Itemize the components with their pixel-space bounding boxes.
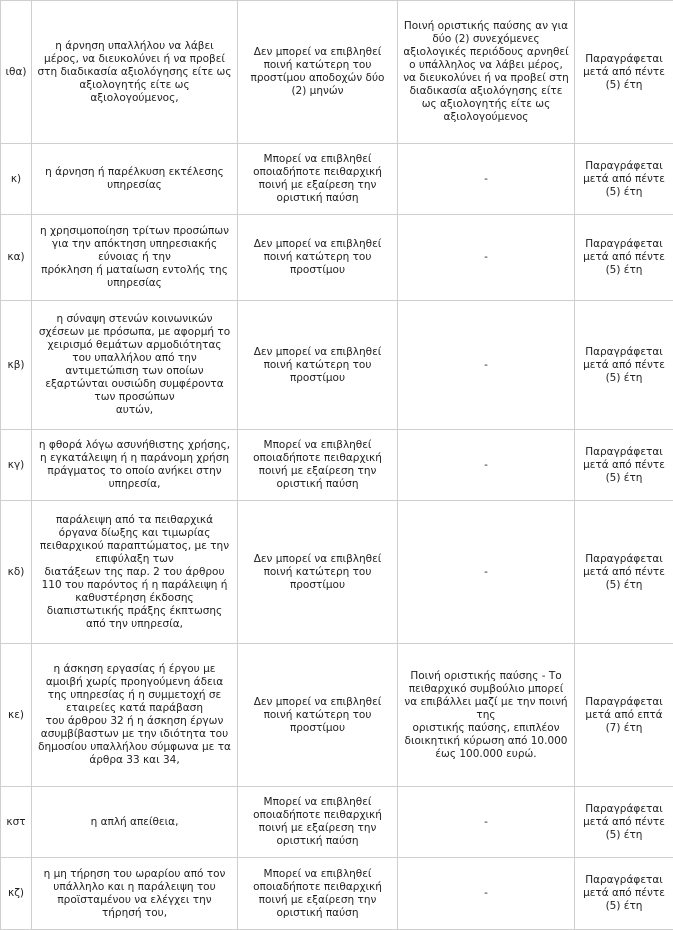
penalty-description: Δεν μπορεί να επιβληθεί ποινή κατώτερη του προστίμου	[238, 215, 398, 301]
offense-description: η άρνηση ή παρέλκυση εκτέλεσης υπηρεσίας	[32, 144, 238, 215]
row-code: ιθα)	[1, 1, 32, 144]
row-code: κε)	[1, 644, 32, 787]
table-row	[1, 644, 673, 787]
offense-description: η απλή απείθεια,	[32, 787, 238, 858]
offense-description: η φθορά λόγω ασυνήθιστης χρήσης, η εγκατάλειψη ή η παράνομη χρήση πράγματος το οποίο ανήκει στην υπηρεσία,	[32, 430, 238, 501]
table-row	[1, 301, 673, 430]
table-row	[1, 1, 673, 144]
row-code: κβ)	[1, 301, 32, 430]
prescription-period: Παραγράφεται μετά από επτά (7) έτη	[575, 644, 673, 787]
row-code: κ)	[1, 144, 32, 215]
prescription-period: Παραγράφεται μετά από πέντε (5) έτη	[575, 144, 673, 215]
offense-description: η χρησιμοποίηση τρίτων προσώπων για την απόκτηση υπηρεσιακής εύνοιας ή την πρόκληση ή ματαίωση εντολής της υπηρεσίας	[32, 215, 238, 301]
special-note: Ποινή οριστικής παύσης αν για δύο (2) συνεχόμενες αξιολογικές περιόδους αρνηθεί ο υπάλληλος να λάβει μέρος, να διευκολύνει ή να προβεί στη διαδικασία αξιολόγησης είτε ως αξιολογητής είτε ως αξιολογούμενος	[398, 1, 575, 144]
row-code: κστ	[1, 787, 32, 858]
penalty-description: Μπορεί να επιβληθεί οποιαδήποτε πειθαρχική ποινή με εξαίρεση την οριστική παύση	[238, 144, 398, 215]
table-row	[1, 858, 673, 930]
offense-description: παράλειψη από τα πειθαρχικά όργανα δίωξης και τιμωρίας πειθαρχικού παραπτώματος, με την επιφύλαξη των διατάξεων της παρ. 2 του άρθρου 110 του παρόντος ή η παράλειψη ή καθυστέρηση έκδοσης διαπιστωτικής πράξης έκπτωσης από την υπηρεσία,	[32, 501, 238, 644]
prescription-period: Παραγράφεται μετά από πέντε (5) έτη	[575, 430, 673, 501]
special-note: -	[398, 858, 575, 930]
special-note: -	[398, 787, 575, 858]
offense-description: η άσκηση εργασίας ή έργου με αμοιβή χωρίς προηγούμενη άδεια της υπηρεσίας ή η συμμετοχή σε εταιρείες κατά παράβαση του άρθρου 32 ή η άσκηση έργων ασυμβίβαστων με την ιδιότητα του δημοσίου υπαλλήλου σύμφωνα με τα άρθρα 33 και 34,	[32, 644, 238, 787]
offense-description: η μη τήρηση του ωραρίου από τον υπάλληλο και η παράλειψη του προϊσταμένου να ελέγχει την τήρησή του,	[32, 858, 238, 930]
offense-description: η άρνηση υπαλλήλου να λάβει μέρος, να διευκολύνει ή να προβεί στη διαδικασία αξιολόγησης είτε ως αξιολογητής είτε ως αξιολογούμενος,	[32, 1, 238, 144]
prescription-period: Παραγράφεται μετά από πέντε (5) έτη	[575, 215, 673, 301]
row-code: κγ)	[1, 430, 32, 501]
prescription-period: Παραγράφεται μετά από πέντε (5) έτη	[575, 1, 673, 144]
penalty-description: Μπορεί να επιβληθεί οποιαδήποτε πειθαρχική ποινή με εξαίρεση την οριστική παύση	[238, 430, 398, 501]
penalty-description: Δεν μπορεί να επιβληθεί ποινή κατώτερη του προστίμου	[238, 644, 398, 787]
prescription-period: Παραγράφεται μετά από πέντε (5) έτη	[575, 858, 673, 930]
penalty-description: Δεν μπορεί να επιβληθεί ποινή κατώτερη του προστίμου	[238, 501, 398, 644]
special-note: -	[398, 215, 575, 301]
table-row	[1, 787, 673, 858]
row-code: κα)	[1, 215, 32, 301]
prescription-period: Παραγράφεται μετά από πέντε (5) έτη	[575, 301, 673, 430]
table-row	[1, 144, 673, 215]
penalty-description: Δεν μπορεί να επιβληθεί ποινή κατώτερη του προστίμου αποδοχών δύο (2) μηνών	[238, 1, 398, 144]
special-note: -	[398, 301, 575, 430]
table-row	[1, 501, 673, 644]
special-note: Ποινή οριστικής παύσης - Το πειθαρχικό συμβούλιο μπορεί να επιβάλλει μαζί με την ποινή της οριστικής παύσης, επιπλέον διοικητική κύρωση από 10.000 έως 100.000 ευρώ.	[398, 644, 575, 787]
penalty-description: Μπορεί να επιβληθεί οποιαδήποτε πειθαρχική ποινή με εξαίρεση την οριστική παύση	[238, 787, 398, 858]
table-row	[1, 215, 673, 301]
prescription-period: Παραγράφεται μετά από πέντε (5) έτη	[575, 501, 673, 644]
penalty-table-body	[1, 1, 673, 930]
row-code: κζ)	[1, 858, 32, 930]
prescription-period: Παραγράφεται μετά από πέντε (5) έτη	[575, 787, 673, 858]
penalty-description: Δεν μπορεί να επιβληθεί ποινή κατώτερη του προστίμου	[238, 301, 398, 430]
offense-description: η σύναψη στενών κοινωνικών σχέσεων με πρόσωπα, με αφορμή το χειρισμό θεμάτων αρμοδιότητας του υπαλλήλου από την αντιμετώπιση των οποίων εξαρτώνται ουσιώδη συμφέροντα των προσώπων αυτών,	[32, 301, 238, 430]
special-note: -	[398, 144, 575, 215]
special-note: -	[398, 430, 575, 501]
table-row	[1, 430, 673, 501]
special-note: -	[398, 501, 575, 644]
row-code: κδ)	[1, 501, 32, 644]
penalty-description: Μπορεί να επιβληθεί οποιαδήποτε πειθαρχική ποινή με εξαίρεση την οριστική παύση	[238, 858, 398, 930]
